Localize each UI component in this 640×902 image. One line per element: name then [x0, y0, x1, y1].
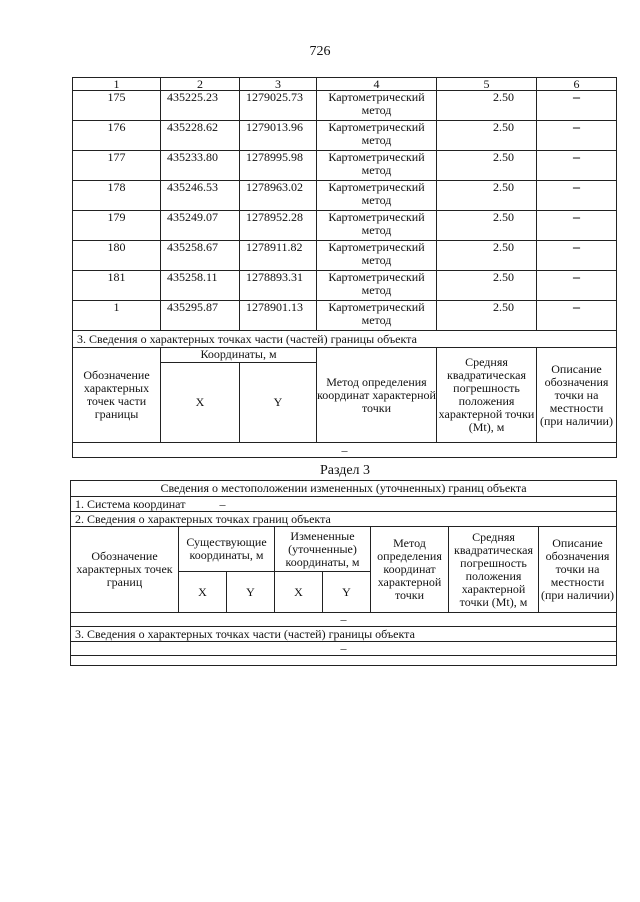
accuracy-value: 2.50 — [437, 211, 537, 241]
accuracy-value: 2.50 — [437, 91, 537, 121]
section-3-title-row — [73, 331, 617, 348]
accuracy-value: 2.50 — [437, 271, 537, 301]
designation-header: Обозначение характерных точек границ — [71, 527, 179, 613]
description-value: – — [537, 241, 617, 271]
y-value: 1278952.28 — [240, 211, 317, 241]
point-number: 179 — [73, 211, 161, 241]
accuracy-value: 2.50 — [437, 151, 537, 181]
y-value: 1278893.31 — [240, 271, 317, 301]
parts-header-row-1 — [73, 348, 617, 363]
description-value: – — [537, 121, 617, 151]
points-table — [72, 77, 617, 458]
description-header: Описание обозначения точки на местности (при наличии) — [537, 348, 617, 443]
coord-system-value: – — [219, 497, 226, 511]
existing-coords-header: Существующие координаты, м — [179, 527, 275, 572]
x-value: 435258.11 — [161, 271, 240, 301]
changed-coords-header: Измененные (уточненные) координаты, м — [275, 527, 371, 572]
col-number: 1 — [73, 78, 161, 91]
x-value: 435233.80 — [161, 151, 240, 181]
description-value: – — [537, 211, 617, 241]
x-value: 435295.87 — [161, 301, 240, 331]
accuracy-header: Средняя квадратическая погрешность положения характерной точки (Mt), м — [449, 527, 539, 613]
method-value: Картометрический метод — [317, 121, 437, 151]
section-3-title: 3. Сведения о характерных точках части (частей) границы объекта — [71, 627, 617, 642]
method-value: Картометрический метод — [317, 271, 437, 301]
table-row — [73, 151, 617, 181]
col-number: 5 — [437, 78, 537, 91]
empty-dash: – — [73, 443, 617, 458]
y-value: 1278963.02 — [240, 181, 317, 211]
y-header: Y — [323, 572, 371, 613]
table-row — [73, 181, 617, 211]
empty-dash: – — [71, 642, 617, 656]
y-value: 1278995.98 — [240, 151, 317, 181]
description-value: – — [537, 301, 617, 331]
point-number: 175 — [73, 91, 161, 121]
col-number: 4 — [317, 78, 437, 91]
section-3-title-row — [71, 627, 617, 642]
changed-boundaries-table — [70, 480, 617, 666]
table-row — [73, 271, 617, 301]
col-number: 2 — [161, 78, 240, 91]
y-value: 1279025.73 — [240, 91, 317, 121]
accuracy-value: 2.50 — [437, 121, 537, 151]
point-number: 176 — [73, 121, 161, 151]
coordinates-header: Координаты, м — [161, 348, 317, 363]
method-value: Картометрический метод — [317, 91, 437, 121]
method-value: Картометрический метод — [317, 301, 437, 331]
coord-system — [71, 497, 617, 512]
method-header: Метод определения координат характерной точки — [371, 527, 449, 613]
x-value: 435225.23 — [161, 91, 240, 121]
table2-header-row-1 — [71, 527, 617, 572]
x-header: X — [179, 572, 227, 613]
method-header: Метод определения координат характерной точки — [317, 348, 437, 443]
column-numbers-row — [73, 78, 617, 91]
y-header: Y — [240, 363, 317, 443]
col-number: 3 — [240, 78, 317, 91]
page-number: 726 — [309, 44, 331, 59]
x-header: X — [161, 363, 240, 443]
point-number: 1 — [73, 301, 161, 331]
y-header: Y — [227, 572, 275, 613]
empty-parts-row — [71, 642, 617, 656]
table2-title-row — [71, 481, 617, 497]
accuracy-value: 2.50 — [437, 301, 537, 331]
accuracy-header: Средняя квадратическая погрешность положения характерной точки (Mt), м — [437, 348, 537, 443]
points-title: 2. Сведения о характерных точках границ объекта — [71, 512, 617, 527]
description-value: – — [537, 91, 617, 121]
x-value: 435246.53 — [161, 181, 240, 211]
point-number: 177 — [73, 151, 161, 181]
blank-row — [71, 656, 617, 666]
point-number: 181 — [73, 271, 161, 301]
method-value: Картометрический метод — [317, 241, 437, 271]
empty-dash: – — [71, 613, 617, 627]
table-row — [73, 121, 617, 151]
method-value: Картометрический метод — [317, 181, 437, 211]
blank-cell — [71, 656, 617, 666]
x-value: 435258.67 — [161, 241, 240, 271]
designation-header: Обозначение характерных точек части границы — [73, 348, 161, 443]
section-3-title: 3. Сведения о характерных точках части (частей) границы объекта — [73, 331, 617, 348]
x-header: X — [275, 572, 323, 613]
empty-parts-row — [73, 443, 617, 458]
y-value: 1278911.82 — [240, 241, 317, 271]
table2-title: Сведения о местоположении измененных (уточненных) границ объекта — [71, 481, 617, 497]
coord-system-row — [71, 497, 617, 512]
description-value: – — [537, 181, 617, 211]
accuracy-value: 2.50 — [437, 241, 537, 271]
empty-points-row — [71, 613, 617, 627]
method-value: Картометрический метод — [317, 151, 437, 181]
x-value: 435249.07 — [161, 211, 240, 241]
y-value: 1279013.96 — [240, 121, 317, 151]
point-number: 178 — [73, 181, 161, 211]
description-header: Описание обозначения точки на местности (при наличии) — [539, 527, 617, 613]
description-value: – — [537, 151, 617, 181]
accuracy-value: 2.50 — [437, 181, 537, 211]
method-value: Картометрический метод — [317, 211, 437, 241]
table-row — [73, 241, 617, 271]
point-number: 180 — [73, 241, 161, 271]
section-heading: Раздел 3 — [319, 463, 371, 478]
points-title-row — [71, 512, 617, 527]
y-value: 1278901.13 — [240, 301, 317, 331]
table-row — [73, 301, 617, 331]
col-number: 6 — [537, 78, 617, 91]
table-row — [73, 211, 617, 241]
coord-system-label: 1. Система координат — [75, 497, 186, 511]
table-row — [73, 91, 617, 121]
x-value: 435228.62 — [161, 121, 240, 151]
description-value: – — [537, 271, 617, 301]
